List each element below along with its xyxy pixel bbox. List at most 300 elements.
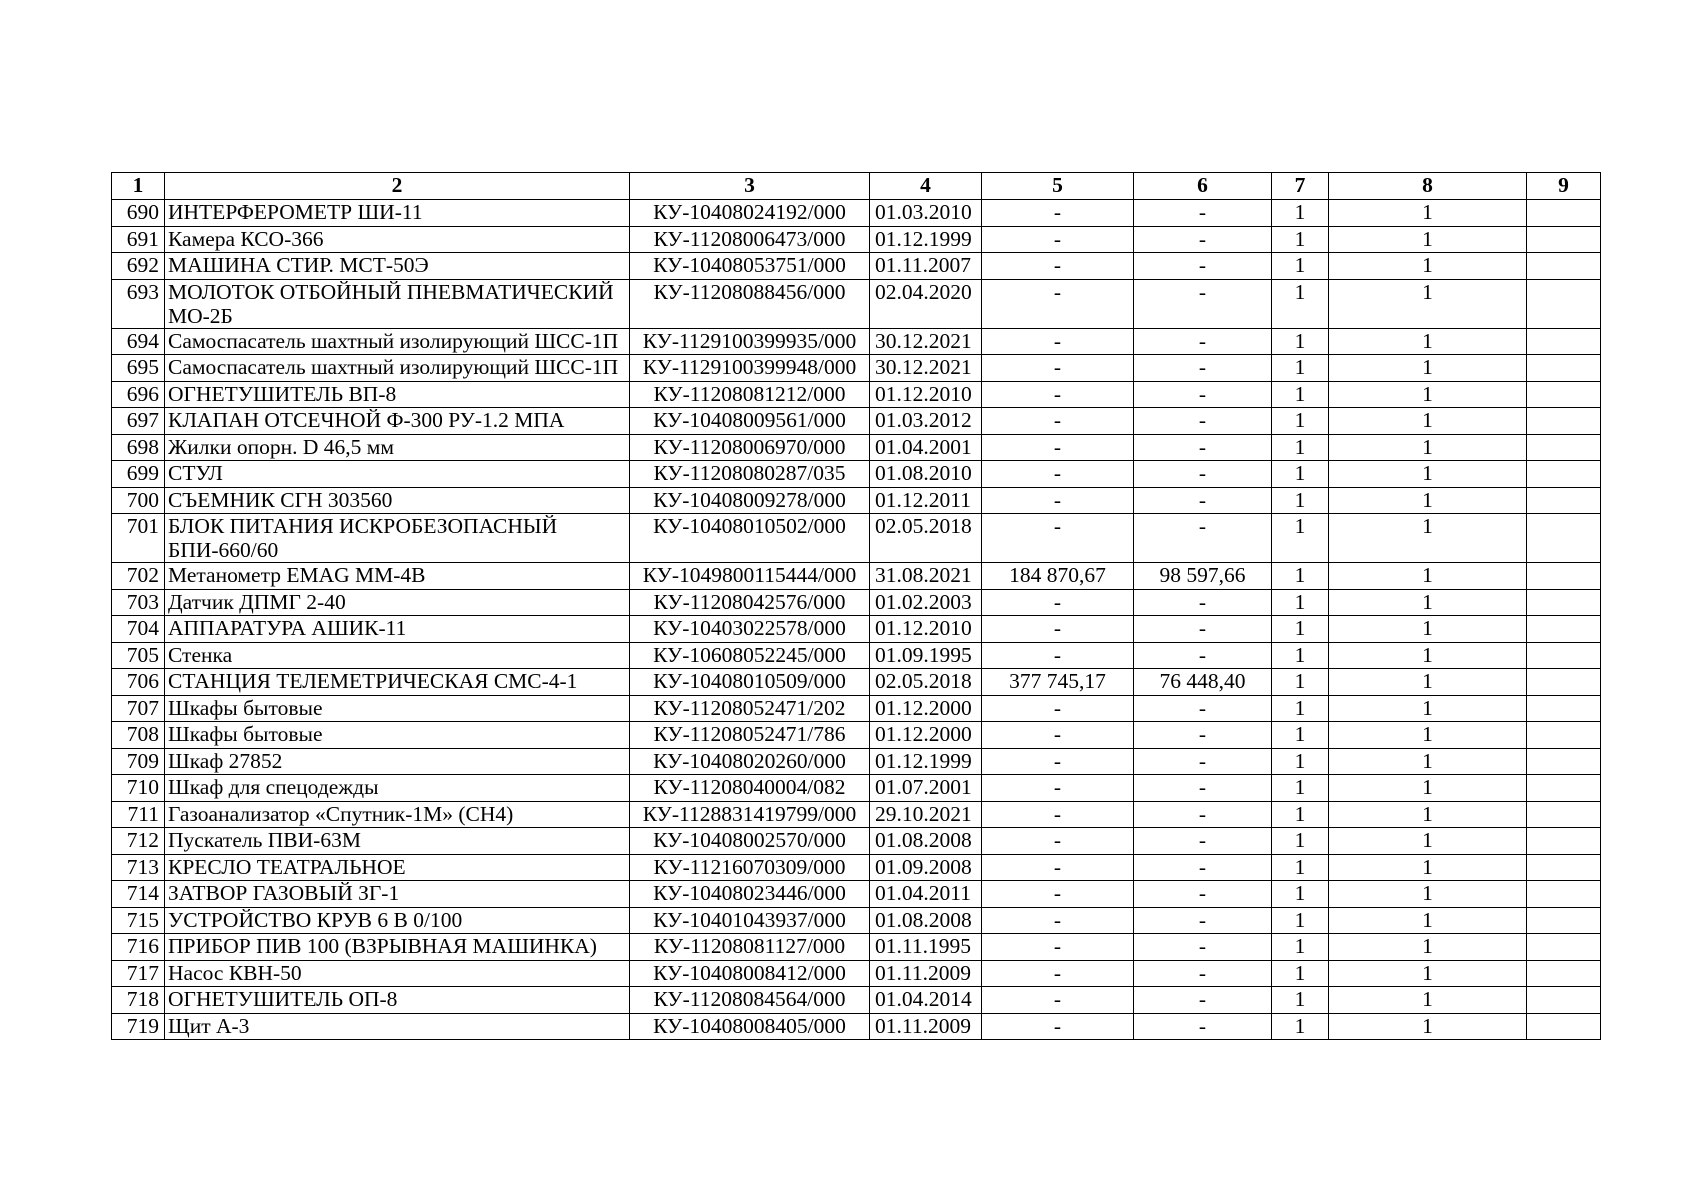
table-row	[112, 514, 1601, 563]
value-col7: 1	[1272, 589, 1329, 616]
value-col7: 1	[1272, 934, 1329, 961]
item-name: СЪЕМНИК СГН 303560	[165, 487, 630, 514]
table-row	[112, 381, 1601, 408]
header-row	[112, 173, 1601, 200]
table-row	[112, 253, 1601, 280]
inventory-code: КУ-10403022578/000	[630, 616, 870, 643]
column-header: 4	[870, 173, 982, 200]
value-col8: 1	[1329, 616, 1527, 643]
row-number: 715	[112, 907, 165, 934]
row-number: 691	[112, 226, 165, 253]
value-col5: -	[982, 854, 1134, 881]
date-value: 01.08.2010	[870, 461, 982, 488]
value-col5: -	[982, 434, 1134, 461]
row-number: 711	[112, 801, 165, 828]
value-col5: -	[982, 960, 1134, 987]
value-col6: -	[1134, 616, 1272, 643]
value-col9	[1527, 907, 1601, 934]
value-col7: 1	[1272, 328, 1329, 355]
value-col7: 1	[1272, 854, 1329, 881]
row-number: 709	[112, 748, 165, 775]
inventory-code: КУ-10408023446/000	[630, 881, 870, 908]
value-col6: -	[1134, 408, 1272, 435]
value-col9	[1527, 434, 1601, 461]
value-col9	[1527, 200, 1601, 227]
value-col6: -	[1134, 381, 1272, 408]
value-col9	[1527, 775, 1601, 802]
inventory-code: КУ-1129100399935/000	[630, 328, 870, 355]
value-col8: 1	[1329, 801, 1527, 828]
table-row	[112, 328, 1601, 355]
date-value: 01.11.1995	[870, 934, 982, 961]
date-value: 01.12.2000	[870, 722, 982, 749]
value-col8: 1	[1329, 642, 1527, 669]
value-col8: 1	[1329, 722, 1527, 749]
table-row	[112, 200, 1601, 227]
table-row	[112, 487, 1601, 514]
value-col7: 1	[1272, 907, 1329, 934]
value-col9	[1527, 881, 1601, 908]
value-col7: 1	[1272, 695, 1329, 722]
table-row	[112, 987, 1601, 1014]
item-name: ОГНЕТУШИТЕЛЬ ВП-8	[165, 381, 630, 408]
inventory-code: КУ-11208006970/000	[630, 434, 870, 461]
value-col5: -	[982, 408, 1134, 435]
column-header: 1	[112, 173, 165, 200]
value-col7: 1	[1272, 226, 1329, 253]
value-col7: 1	[1272, 253, 1329, 280]
value-col7: 1	[1272, 434, 1329, 461]
inventory-code: КУ-1129100399948/000	[630, 355, 870, 382]
inventory-code: КУ-11208080287/035	[630, 461, 870, 488]
inventory-code: КУ-11208081127/000	[630, 934, 870, 961]
date-value: 01.04.2014	[870, 987, 982, 1014]
inventory-code: КУ-11208081212/000	[630, 381, 870, 408]
value-col6: -	[1134, 461, 1272, 488]
row-number: 716	[112, 934, 165, 961]
item-name: Жилки опорн. D 46,5 мм	[165, 434, 630, 461]
value-col6: -	[1134, 279, 1272, 328]
value-col7: 1	[1272, 722, 1329, 749]
item-name: Датчик ДПМГ 2-40	[165, 589, 630, 616]
inventory-code: КУ-10401043937/000	[630, 907, 870, 934]
inventory-code: КУ-10408010509/000	[630, 669, 870, 696]
inventory-code: КУ-10408002570/000	[630, 828, 870, 855]
value-col9	[1527, 279, 1601, 328]
value-col9	[1527, 1013, 1601, 1040]
row-number: 708	[112, 722, 165, 749]
row-number: 699	[112, 461, 165, 488]
value-col6: -	[1134, 854, 1272, 881]
row-number: 719	[112, 1013, 165, 1040]
value-col8: 1	[1329, 881, 1527, 908]
inventory-code: КУ-10408024192/000	[630, 200, 870, 227]
item-name: ПРИБОР ПИВ 100 (ВЗРЫВНАЯ МАШИНКА)	[165, 934, 630, 961]
date-value: 01.03.2012	[870, 408, 982, 435]
value-col8: 1	[1329, 589, 1527, 616]
column-header: 8	[1329, 173, 1527, 200]
value-col8: 1	[1329, 748, 1527, 775]
value-col9	[1527, 669, 1601, 696]
value-col6: -	[1134, 200, 1272, 227]
value-col5: -	[982, 514, 1134, 563]
value-col7: 1	[1272, 461, 1329, 488]
date-value: 01.02.2003	[870, 589, 982, 616]
date-value: 01.11.2007	[870, 253, 982, 280]
row-number: 701	[112, 514, 165, 563]
table-row	[112, 226, 1601, 253]
row-number: 717	[112, 960, 165, 987]
value-col8: 1	[1329, 563, 1527, 590]
item-name: КРЕСЛО ТЕАТРАЛЬНОЕ	[165, 854, 630, 881]
item-name: МАШИНА СТИР. МСТ-50Э	[165, 253, 630, 280]
value-col9	[1527, 487, 1601, 514]
row-number: 696	[112, 381, 165, 408]
inventory-code: КУ-10408053751/000	[630, 253, 870, 280]
value-col7: 1	[1272, 514, 1329, 563]
value-col6: -	[1134, 722, 1272, 749]
value-col8: 1	[1329, 381, 1527, 408]
value-col6: -	[1134, 828, 1272, 855]
row-number: 697	[112, 408, 165, 435]
value-col7: 1	[1272, 279, 1329, 328]
table-row	[112, 408, 1601, 435]
date-value: 01.08.2008	[870, 907, 982, 934]
row-number: 712	[112, 828, 165, 855]
value-col5: -	[982, 828, 1134, 855]
value-col5: -	[982, 881, 1134, 908]
date-value: 01.12.2010	[870, 616, 982, 643]
date-value: 01.12.1999	[870, 748, 982, 775]
value-col9	[1527, 589, 1601, 616]
table-row	[112, 355, 1601, 382]
value-col9	[1527, 722, 1601, 749]
inventory-code: КУ-1049800115444/000	[630, 563, 870, 590]
inventory-code: КУ-11208040004/082	[630, 775, 870, 802]
value-col7: 1	[1272, 801, 1329, 828]
date-value: 31.08.2021	[870, 563, 982, 590]
date-value: 01.11.2009	[870, 1013, 982, 1040]
date-value: 01.03.2010	[870, 200, 982, 227]
value-col6: -	[1134, 487, 1272, 514]
row-number: 705	[112, 642, 165, 669]
value-col6: -	[1134, 514, 1272, 563]
inventory-code: КУ-10608052245/000	[630, 642, 870, 669]
value-col9	[1527, 828, 1601, 855]
date-value: 01.09.1995	[870, 642, 982, 669]
date-value: 01.12.2000	[870, 695, 982, 722]
value-col6: -	[1134, 960, 1272, 987]
inventory-code: КУ-11208088456/000	[630, 279, 870, 328]
inventory-code: КУ-11208042576/000	[630, 589, 870, 616]
row-number: 690	[112, 200, 165, 227]
table-row	[112, 563, 1601, 590]
row-number: 704	[112, 616, 165, 643]
inventory-code: КУ-11208052471/202	[630, 695, 870, 722]
table-row	[112, 881, 1601, 908]
value-col6: 76 448,40	[1134, 669, 1272, 696]
item-name: БЛОК ПИТАНИЯ ИСКРОБЕЗОПАСНЫЙ БПИ-660/60	[165, 514, 630, 563]
value-col8: 1	[1329, 775, 1527, 802]
table-row	[112, 669, 1601, 696]
item-name: ОГНЕТУШИТЕЛЬ ОП-8	[165, 987, 630, 1014]
value-col6: -	[1134, 328, 1272, 355]
value-col7: 1	[1272, 408, 1329, 435]
table-row	[112, 854, 1601, 881]
inventory-code: КУ-10408010502/000	[630, 514, 870, 563]
row-number: 710	[112, 775, 165, 802]
value-col5: -	[982, 801, 1134, 828]
value-col7: 1	[1272, 775, 1329, 802]
value-col7: 1	[1272, 200, 1329, 227]
date-value: 01.04.2001	[870, 434, 982, 461]
item-name: Метанометр EMAG MM-4B	[165, 563, 630, 590]
table-row	[112, 960, 1601, 987]
value-col8: 1	[1329, 328, 1527, 355]
value-col8: 1	[1329, 514, 1527, 563]
value-col5: 377 745,17	[982, 669, 1134, 696]
date-value: 01.12.2011	[870, 487, 982, 514]
item-name: Камера КСО-366	[165, 226, 630, 253]
table-row	[112, 801, 1601, 828]
column-header: 2	[165, 173, 630, 200]
value-col9	[1527, 226, 1601, 253]
table-row	[112, 1013, 1601, 1040]
value-col8: 1	[1329, 487, 1527, 514]
inventory-code: КУ-11216070309/000	[630, 854, 870, 881]
value-col8: 1	[1329, 695, 1527, 722]
item-name: СТУЛ	[165, 461, 630, 488]
value-col8: 1	[1329, 461, 1527, 488]
column-header: 3	[630, 173, 870, 200]
value-col8: 1	[1329, 987, 1527, 1014]
value-col8: 1	[1329, 355, 1527, 382]
value-col5: -	[982, 461, 1134, 488]
row-number: 695	[112, 355, 165, 382]
value-col5: -	[982, 907, 1134, 934]
inventory-code: КУ-10408009561/000	[630, 408, 870, 435]
date-value: 01.12.1999	[870, 226, 982, 253]
value-col9	[1527, 253, 1601, 280]
value-col7: 1	[1272, 828, 1329, 855]
value-col7: 1	[1272, 563, 1329, 590]
value-col8: 1	[1329, 934, 1527, 961]
value-col9	[1527, 355, 1601, 382]
value-col9	[1527, 987, 1601, 1014]
item-name: Шкафы бытовые	[165, 695, 630, 722]
row-number: 693	[112, 279, 165, 328]
value-col9	[1527, 514, 1601, 563]
date-value: 29.10.2021	[870, 801, 982, 828]
value-col9	[1527, 328, 1601, 355]
value-col7: 1	[1272, 960, 1329, 987]
date-value: 01.11.2009	[870, 960, 982, 987]
item-name: СТАНЦИЯ ТЕЛЕМЕТРИЧЕСКАЯ СМС-4-1	[165, 669, 630, 696]
value-col7: 1	[1272, 881, 1329, 908]
value-col9	[1527, 408, 1601, 435]
value-col6: -	[1134, 253, 1272, 280]
value-col8: 1	[1329, 434, 1527, 461]
value-col7: 1	[1272, 616, 1329, 643]
item-name: Насос КВН-50	[165, 960, 630, 987]
inventory-code: КУ-11208084564/000	[630, 987, 870, 1014]
value-col9	[1527, 960, 1601, 987]
item-name: Пускатель ПВИ-63М	[165, 828, 630, 855]
item-name: УСТРОЙСТВО КРУВ 6 В 0/100	[165, 907, 630, 934]
value-col6: -	[1134, 987, 1272, 1014]
column-header: 6	[1134, 173, 1272, 200]
value-col8: 1	[1329, 960, 1527, 987]
row-number: 706	[112, 669, 165, 696]
value-col6: 98 597,66	[1134, 563, 1272, 590]
value-col8: 1	[1329, 669, 1527, 696]
value-col8: 1	[1329, 854, 1527, 881]
value-col5: -	[982, 279, 1134, 328]
item-name: Шкаф для спецодежды	[165, 775, 630, 802]
value-col5: -	[982, 200, 1134, 227]
table-row	[112, 434, 1601, 461]
inventory-code: КУ-10408008405/000	[630, 1013, 870, 1040]
value-col6: -	[1134, 748, 1272, 775]
date-value: 01.07.2001	[870, 775, 982, 802]
table-row	[112, 722, 1601, 749]
row-number: 694	[112, 328, 165, 355]
date-value: 01.08.2008	[870, 828, 982, 855]
item-name: МОЛОТОК ОТБОЙНЫЙ ПНЕВМАТИЧЕСКИЙ МО-2Б	[165, 279, 630, 328]
value-col9	[1527, 563, 1601, 590]
value-col5: -	[982, 328, 1134, 355]
inventory-code: КУ-10408009278/000	[630, 487, 870, 514]
value-col5: -	[982, 226, 1134, 253]
value-col9	[1527, 381, 1601, 408]
item-name: Самоспасатель шахтный изолирующий ШСС-1П	[165, 328, 630, 355]
row-number: 692	[112, 253, 165, 280]
date-value: 02.05.2018	[870, 514, 982, 563]
value-col5: -	[982, 487, 1134, 514]
value-col9	[1527, 695, 1601, 722]
value-col6: -	[1134, 1013, 1272, 1040]
date-value: 30.12.2021	[870, 355, 982, 382]
inventory-code: КУ-1128831419799/000	[630, 801, 870, 828]
value-col6: -	[1134, 434, 1272, 461]
item-name: Шкафы бытовые	[165, 722, 630, 749]
value-col5: -	[982, 695, 1134, 722]
value-col8: 1	[1329, 200, 1527, 227]
column-header: 7	[1272, 173, 1329, 200]
value-col7: 1	[1272, 748, 1329, 775]
value-col6: -	[1134, 775, 1272, 802]
row-number: 713	[112, 854, 165, 881]
table-row	[112, 934, 1601, 961]
value-col8: 1	[1329, 253, 1527, 280]
date-value: 30.12.2021	[870, 328, 982, 355]
item-name: Газоанализатор «Спутник-1М» (CH4)	[165, 801, 630, 828]
value-col8: 1	[1329, 408, 1527, 435]
table-row	[112, 642, 1601, 669]
value-col7: 1	[1272, 381, 1329, 408]
inventory-code: КУ-10408008412/000	[630, 960, 870, 987]
value-col9	[1527, 461, 1601, 488]
table-row	[112, 616, 1601, 643]
row-number: 718	[112, 987, 165, 1014]
value-col6: -	[1134, 881, 1272, 908]
value-col6: -	[1134, 589, 1272, 616]
value-col5: -	[982, 616, 1134, 643]
value-col8: 1	[1329, 226, 1527, 253]
row-number: 703	[112, 589, 165, 616]
value-col6: -	[1134, 642, 1272, 669]
value-col5: -	[982, 722, 1134, 749]
value-col5: -	[982, 642, 1134, 669]
value-col8: 1	[1329, 1013, 1527, 1040]
value-col7: 1	[1272, 487, 1329, 514]
item-name: КЛАПАН ОТСЕЧНОЙ Ф-300 РУ-1.2 МПА	[165, 408, 630, 435]
item-name: АППАРАТУРА АШИК-11	[165, 616, 630, 643]
item-name: Щит А-3	[165, 1013, 630, 1040]
row-number: 714	[112, 881, 165, 908]
value-col9	[1527, 748, 1601, 775]
row-number: 707	[112, 695, 165, 722]
row-number: 700	[112, 487, 165, 514]
value-col5: -	[982, 1013, 1134, 1040]
value-col9	[1527, 934, 1601, 961]
value-col5: -	[982, 748, 1134, 775]
table-row	[112, 589, 1601, 616]
value-col8: 1	[1329, 907, 1527, 934]
value-col5: -	[982, 253, 1134, 280]
value-col5: 184 870,67	[982, 563, 1134, 590]
value-col6: -	[1134, 934, 1272, 961]
item-name: ИНТЕРФЕРОМЕТР ШИ-11	[165, 200, 630, 227]
table-row	[112, 775, 1601, 802]
value-col9	[1527, 616, 1601, 643]
item-name: ЗАТВОР ГАЗОВЫЙ ЗГ-1	[165, 881, 630, 908]
value-col5: -	[982, 775, 1134, 802]
value-col7: 1	[1272, 642, 1329, 669]
value-col7: 1	[1272, 1013, 1329, 1040]
value-col7: 1	[1272, 987, 1329, 1014]
value-col8: 1	[1329, 828, 1527, 855]
value-col5: -	[982, 987, 1134, 1014]
value-col8: 1	[1329, 279, 1527, 328]
value-col5: -	[982, 934, 1134, 961]
item-name: Стенка	[165, 642, 630, 669]
value-col9	[1527, 854, 1601, 881]
table-row	[112, 907, 1601, 934]
inventory-table	[111, 172, 1601, 1040]
table-row	[112, 828, 1601, 855]
date-value: 01.04.2011	[870, 881, 982, 908]
value-col6: -	[1134, 226, 1272, 253]
inventory-code: КУ-11208006473/000	[630, 226, 870, 253]
value-col9	[1527, 801, 1601, 828]
date-value: 02.04.2020	[870, 279, 982, 328]
value-col7: 1	[1272, 669, 1329, 696]
item-name: Самоспасатель шахтный изолирующий ШСС-1П	[165, 355, 630, 382]
column-header: 9	[1527, 173, 1601, 200]
value-col6: -	[1134, 907, 1272, 934]
table-row	[112, 279, 1601, 328]
inventory-code: КУ-10408020260/000	[630, 748, 870, 775]
inventory-code: КУ-11208052471/786	[630, 722, 870, 749]
value-col9	[1527, 642, 1601, 669]
column-header: 5	[982, 173, 1134, 200]
value-col5: -	[982, 589, 1134, 616]
value-col6: -	[1134, 801, 1272, 828]
date-value: 01.12.2010	[870, 381, 982, 408]
date-value: 01.09.2008	[870, 854, 982, 881]
date-value: 02.05.2018	[870, 669, 982, 696]
